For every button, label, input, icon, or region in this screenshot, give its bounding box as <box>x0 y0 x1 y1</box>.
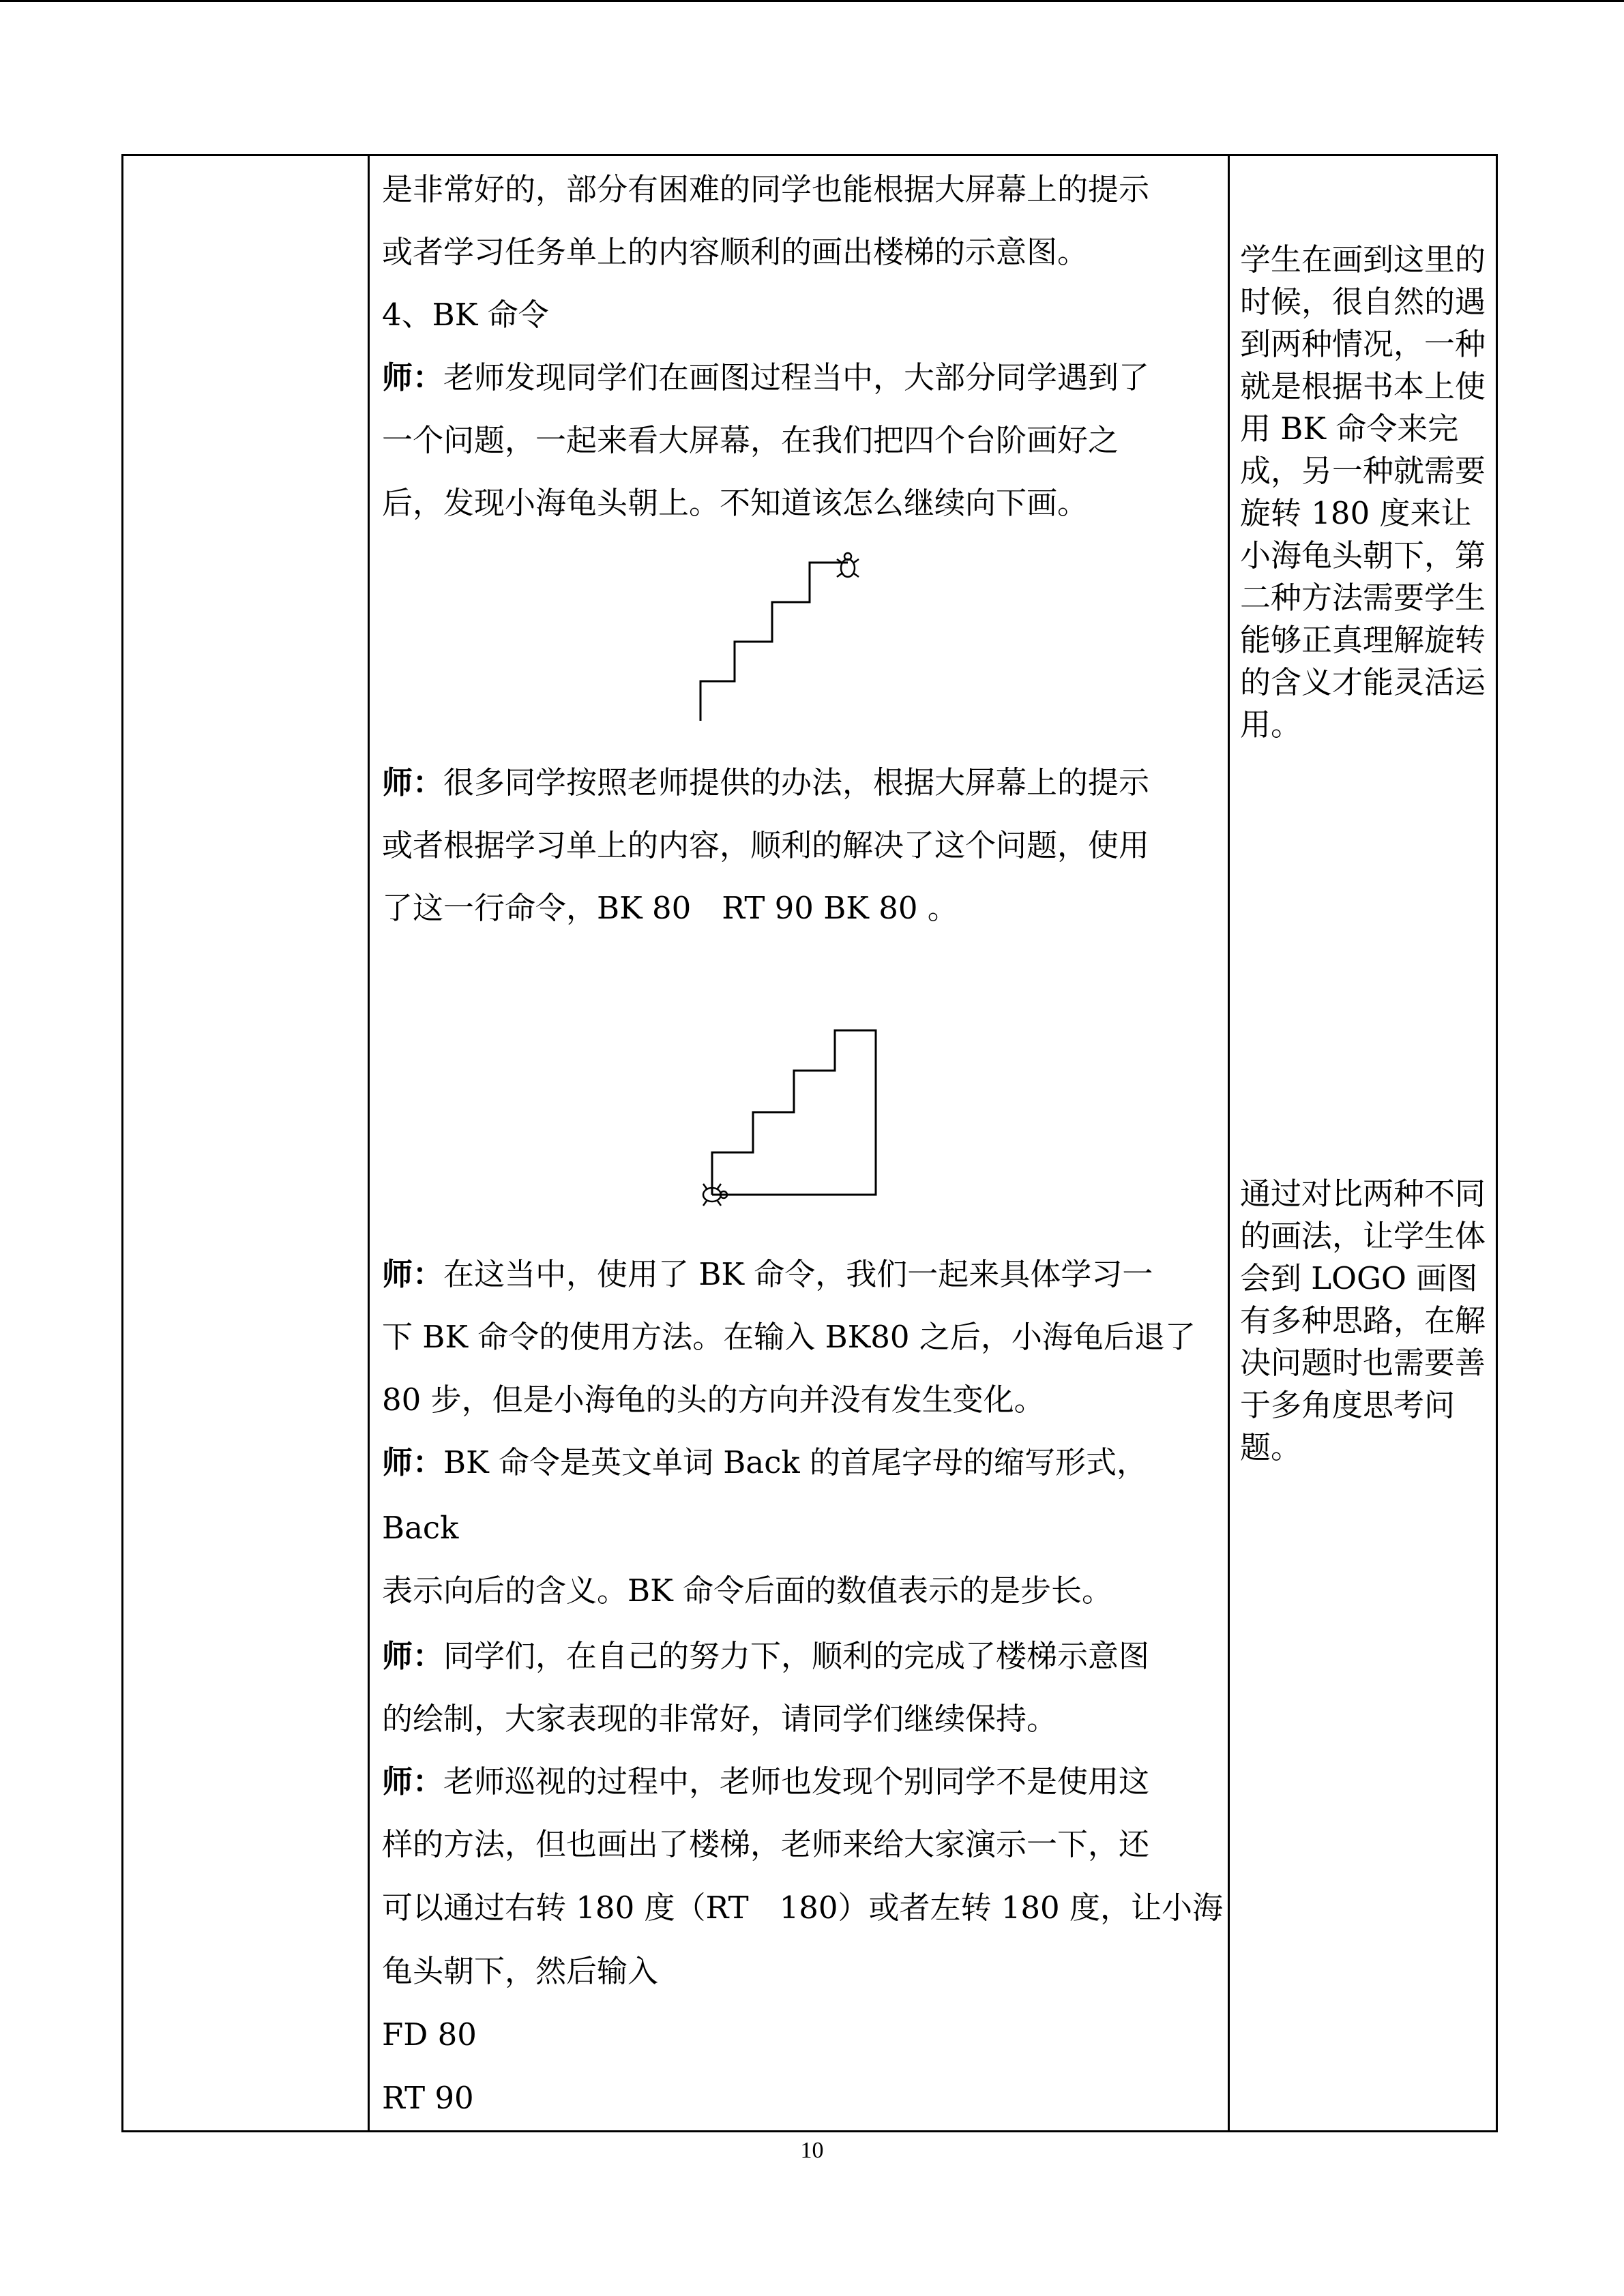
speaker-label: 师： <box>382 1638 444 1674</box>
page-top-rule <box>0 0 1624 2</box>
teaching-note: 通过对比两种不同的画法，让学生体会到 LOGO 画图有多种思路，在解决问题时也需要善于多角度思考问题。 <box>1240 1176 1486 1465</box>
paragraph: Back <box>382 1510 459 1546</box>
speaker-label: 师： <box>382 1763 444 1800</box>
paragraph: 了这一行命令，BK 80 RT 90 BK 80 。 <box>382 890 958 926</box>
paragraph: 或者学习任务单上的内容顺利的画出楼梯的示意图。 <box>382 234 1089 270</box>
paragraph: 表示向后的含义。BK 命令后面的数值表示的是步长。 <box>382 1572 1112 1609</box>
stair-outline <box>712 1030 876 1195</box>
paragraph: 一个问题，一起来看大屏幕，在我们把四个台阶画好之 <box>382 422 1119 458</box>
paragraph: 是非常好的，部分有困难的同学也能根据大屏幕上的提示 <box>382 171 1150 207</box>
column-divider-left <box>368 156 370 2130</box>
speaker-label: 师： <box>382 359 444 396</box>
stair-outline <box>700 563 848 721</box>
paragraph: 师：在这当中，使用了 BK 命令，我们一起来具体学习一 <box>382 1256 1153 1292</box>
turtle-icon <box>837 553 859 577</box>
paragraph: 或者根据学习单上的内容，顺利的解决了这个问题，使用 <box>382 827 1150 863</box>
paragraph: FD 80 <box>382 2016 477 2053</box>
speaker-label: 师： <box>382 1256 444 1292</box>
figure-stairs-bk-complete <box>696 1023 894 1214</box>
paragraph: 师：BK 命令是英文单词 Back 的首尾字母的缩写形式， <box>382 1444 1147 1480</box>
paragraph: 后，发现小海龟头朝上。不知道该怎么继续向下画。 <box>382 485 1089 521</box>
paragraph: 师：老师巡视的过程中，老师也发现个别同学不是使用这 <box>382 1763 1150 1800</box>
paragraph: 师：同学们，在自己的努力下，顺利的完成了楼梯示意图 <box>382 1638 1150 1674</box>
paragraph: 龟头朝下，然后输入 <box>382 1953 659 1989</box>
speaker-label: 师： <box>382 764 444 801</box>
paragraph: 下 BK 命令的使用方法。在输入 BK80 之后，小海龟后退了 <box>382 1319 1196 1355</box>
teaching-note: 学生在画到这里的时候，很自然的遇到两种情况，一种就是根据书本上使用 BK 命令来完成，另一种就需要旋转 180 度来让小海龟头朝下，第二种方法需要学生能够正真理解旋转的含义才能灵活运用。 <box>1240 241 1486 743</box>
paragraph: 可以通过右转 180 度（RT 180）或者左转 180 度，让小海 <box>382 1890 1223 1926</box>
paragraph: 师：老师发现同学们在画图过程当中，大部分同学遇到了 <box>382 359 1150 396</box>
column-divider-right <box>1228 156 1230 2130</box>
speaker-label: 师： <box>382 1444 444 1480</box>
page-number: 10 <box>800 2138 824 2163</box>
paragraph: RT 90 <box>382 2080 474 2116</box>
figure-stairs-turtle-up <box>689 549 880 730</box>
paragraph: 80 步，但是小海龟的头的方向并没有发生变化。 <box>382 1382 1045 1418</box>
paragraph: 师：很多同学按照老师提供的办法，根据大屏幕上的提示 <box>382 764 1150 801</box>
paragraph: 样的方法，但也画出了楼梯，老师来给大家演示一下，还 <box>382 1826 1150 1862</box>
paragraph: 的绘制，大家表现的非常好，请同学们继续保持。 <box>382 1701 1058 1737</box>
section-heading: 4、BK 命令 <box>382 297 549 333</box>
